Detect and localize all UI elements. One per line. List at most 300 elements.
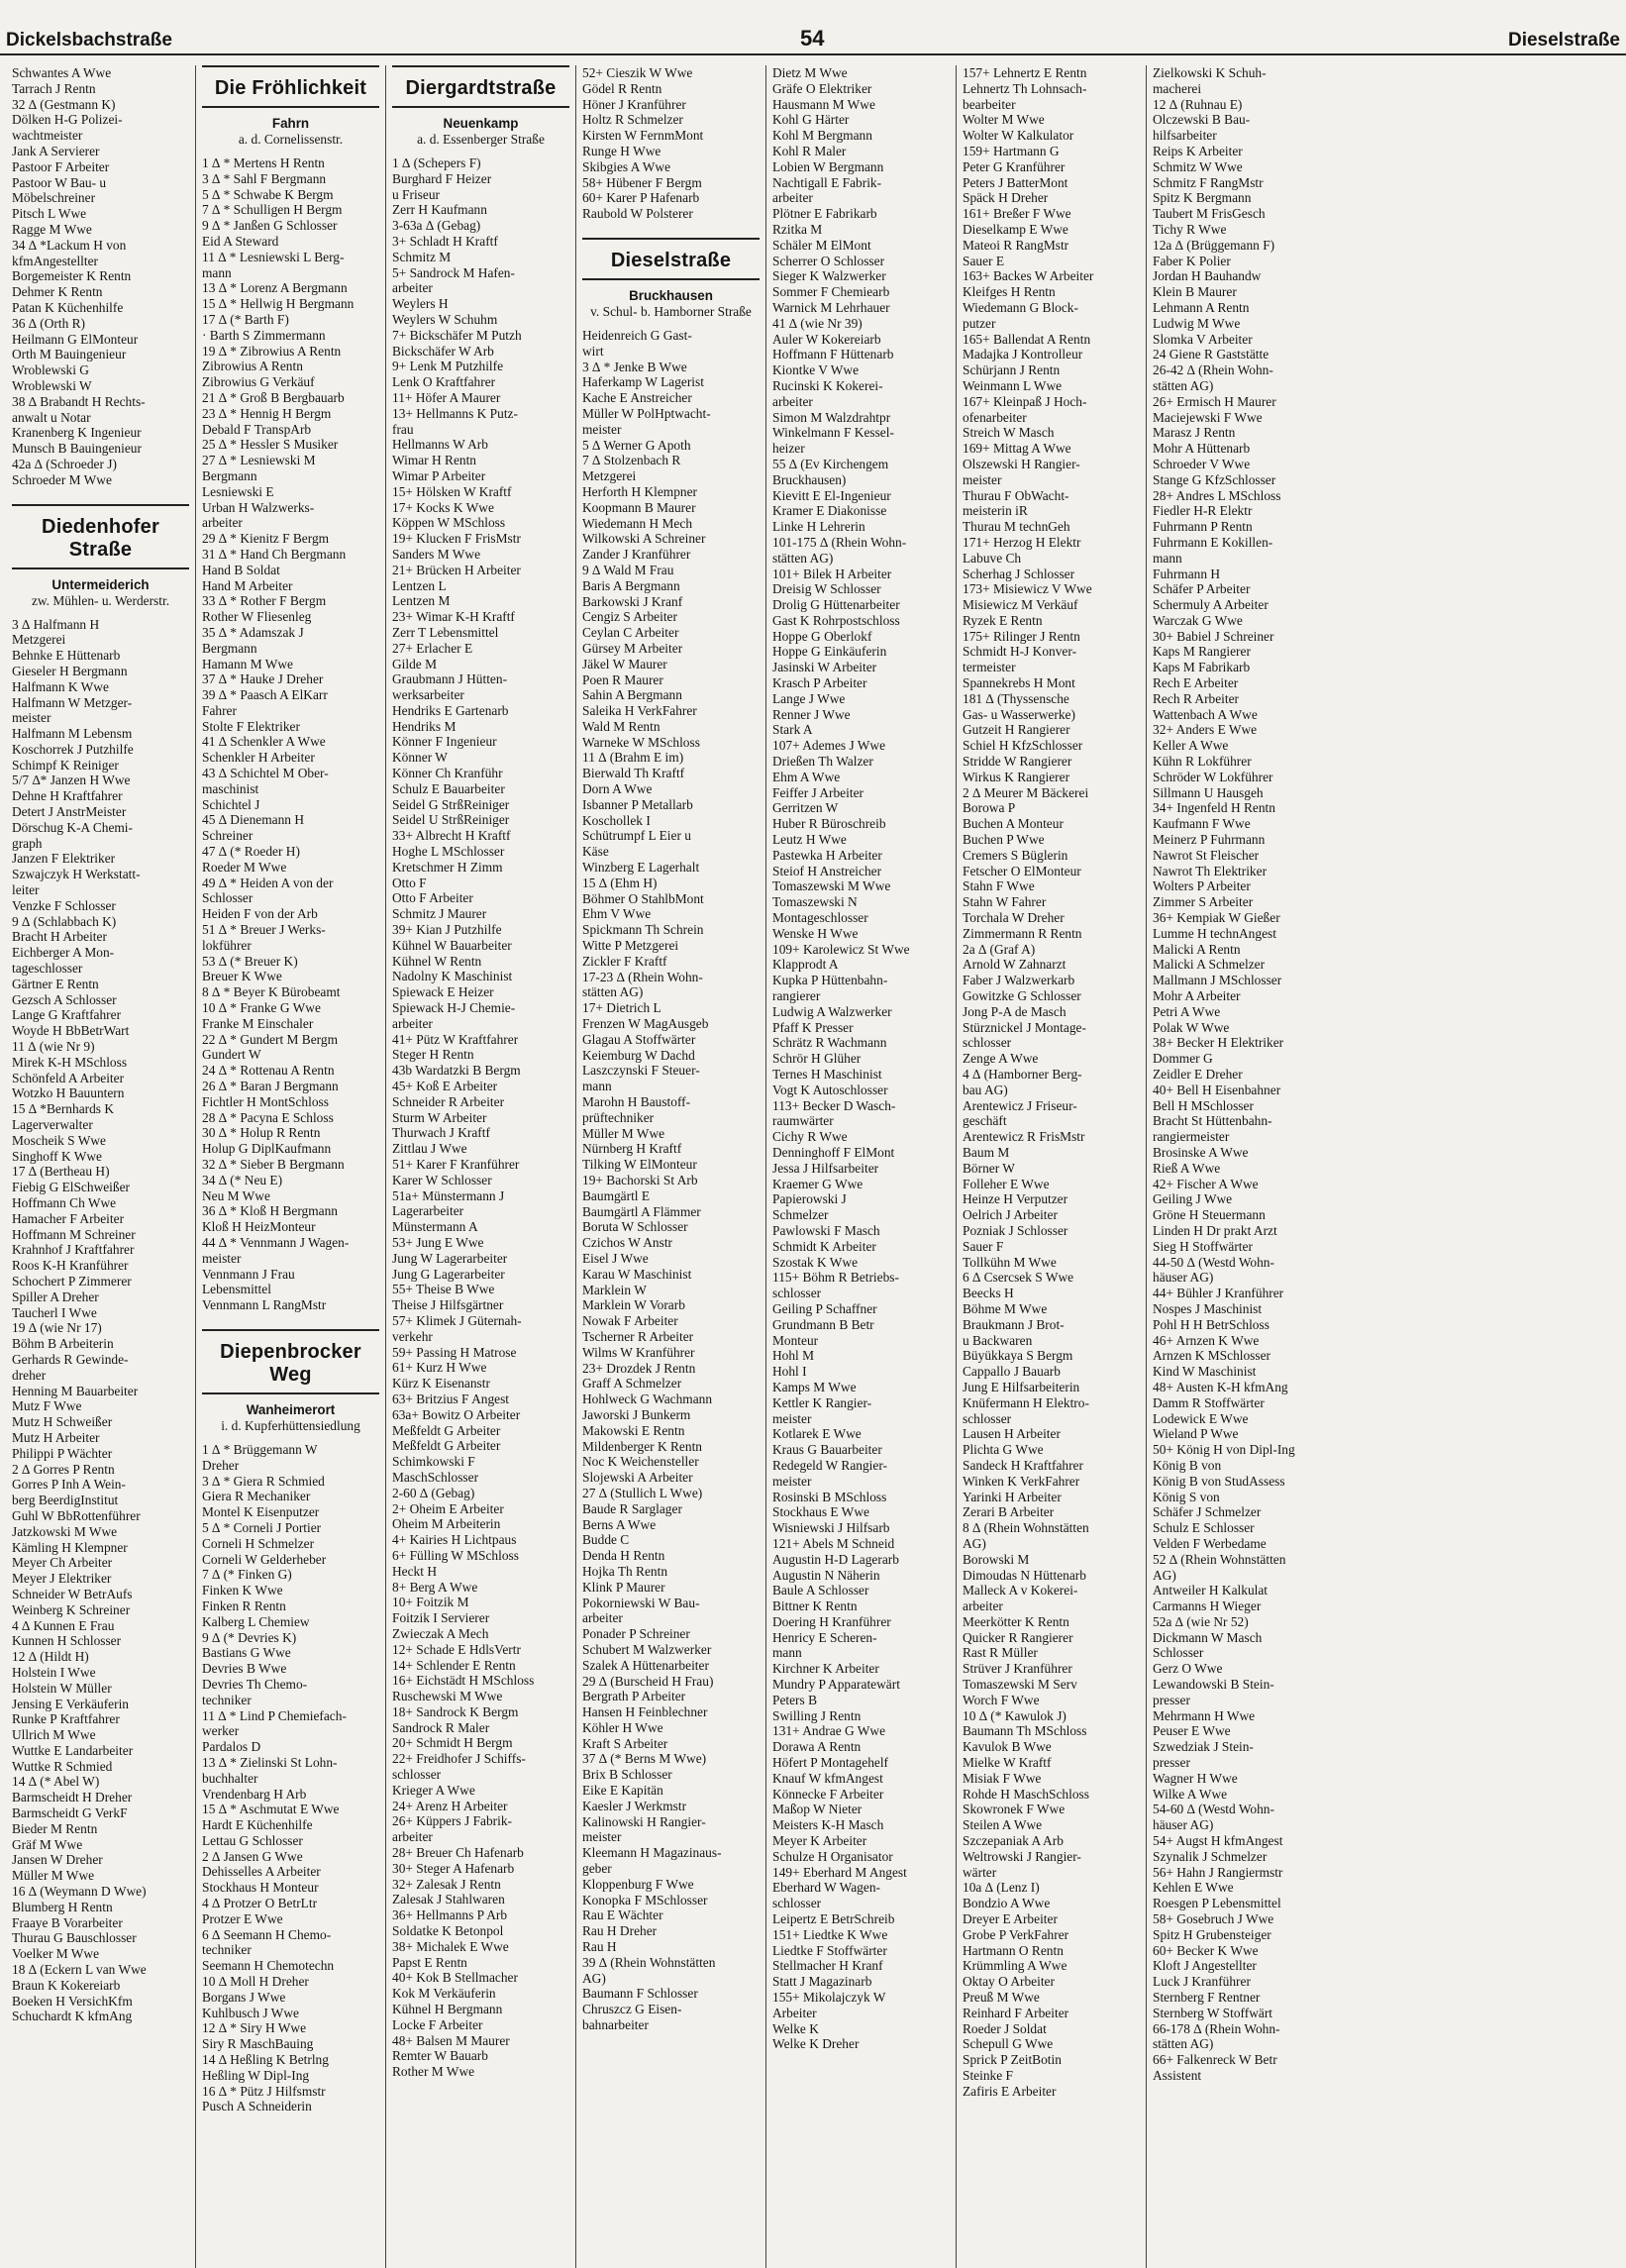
column-3 — [386, 65, 576, 2268]
directory-entry: Pitsch L Wwe — [12, 206, 87, 222]
directory-entry: Jordan H Bauhandw — [1153, 268, 1262, 284]
street-heading: Die Fröhlichkeit — [202, 77, 379, 108]
directory-entry: Slomka V Arbeiter — [1153, 331, 1253, 347]
directory-entry: 29 ∆ (Burscheid H Frau) — [582, 1673, 714, 1689]
directory-entry: Sillmann U Hausgeh — [1153, 784, 1264, 800]
directory-entry: Debald F TranspArb — [202, 421, 312, 437]
directory-entry: bau AG) — [963, 1082, 1008, 1097]
directory-entry: Kirchner K Arbeiter — [772, 1661, 879, 1677]
directory-entry: arbeiter — [772, 190, 813, 206]
directory-entry: Lesniewski E — [202, 483, 274, 499]
directory-entry: 17 ∆ (Bertheau H) — [12, 1164, 110, 1180]
directory-entry: Karer W Schlosser — [392, 1172, 492, 1187]
directory-entry: 21 ∆ * Groß B Bergbauarb — [202, 389, 345, 405]
directory-entry: Lagerverwalter — [12, 1117, 93, 1133]
directory-entry: Pastoor F Arbeiter — [12, 158, 110, 174]
directory-entry: Tichy R Wwe — [1153, 221, 1227, 237]
directory-entry: Oelrich J Arbeiter — [963, 1207, 1058, 1223]
directory-entry: Grundmann B Betr — [772, 1316, 874, 1332]
directory-entry: Maßop W Nieter — [772, 1802, 863, 1817]
directory-entry: Knüfermann H Elektro- — [963, 1394, 1089, 1410]
directory-entry: Sandeck H Kraftfahrer — [963, 1457, 1083, 1473]
street-heading: Dieselstraße — [582, 250, 760, 280]
directory-entry: 2+ Oheim E Arbeiter — [392, 1500, 504, 1516]
directory-entry: Kohl G Härter — [772, 112, 850, 128]
directory-entry: Peters J BatterMont — [963, 174, 1068, 190]
directory-entry: Tscherner R Arbeiter — [582, 1328, 694, 1344]
directory-entry: Thurau F ObWacht- — [963, 487, 1069, 503]
directory-entry: Wagner H Wwe — [1153, 1770, 1238, 1786]
directory-entry: Lewandowski B Stein- — [1153, 1677, 1274, 1693]
directory-entry: Denda H Rentn — [582, 1548, 665, 1564]
directory-entry: schlosser — [963, 1035, 1012, 1051]
directory-entry: 30+ Steger A Hafenarb — [392, 1860, 515, 1876]
street-section — [392, 65, 569, 2080]
directory-entry: Fuhrmann E Kokillen- — [1153, 534, 1273, 550]
column-2 — [196, 65, 386, 2268]
directory-entry: Wald M Rentn — [582, 718, 661, 734]
directory-entry: Schmidt K Arbeiter — [772, 1238, 876, 1254]
directory-entry: Meinerz P Fuhrmann — [1153, 832, 1266, 848]
directory-entry: Rau H — [582, 1939, 617, 1955]
directory-entry: Lausen H Arbeiter — [963, 1426, 1061, 1442]
directory-entry: tageschlosser — [12, 961, 83, 977]
directory-entry: 12a ∆ (Brüggemann F) — [1153, 237, 1275, 253]
directory-entry: Kievitt E El-Ingenieur — [772, 487, 891, 503]
directory-entry: Schlosser — [202, 890, 254, 906]
directory-entry: 32+ Anders E Wwe — [1153, 722, 1258, 738]
directory-entry: Ehm A Wwe — [772, 769, 841, 784]
directory-entry: Kuhlbusch J Wwe — [202, 2005, 299, 2020]
directory-entry: Mutz F Wwe — [12, 1398, 82, 1414]
directory-entry: kfmAngestellter — [12, 253, 99, 268]
directory-entry: Urban H Walzwerks- — [202, 499, 315, 515]
directory-entry: Ludwig A Walzwerker — [772, 1003, 892, 1019]
directory-entry: u Backwaren — [963, 1332, 1033, 1348]
directory-entry: 26+ Ermisch H Maurer — [1153, 393, 1276, 409]
directory-entry: Wimar P Arbeiter — [392, 467, 486, 483]
directory-entry: Tilking W ElMonteur — [582, 1157, 697, 1173]
directory-entry: Rieß A Wwe — [1153, 1160, 1221, 1176]
header-left-street: Dickelsbachstraße — [6, 30, 172, 51]
directory-entry: Mateoi R RangMstr — [963, 237, 1069, 253]
directory-entry: Sauer F — [963, 1238, 1004, 1254]
directory-entry: Tarrach J Rentn — [12, 80, 96, 96]
directory-entry: Denninghoff F ElMont — [772, 1144, 895, 1160]
street-heading: Diergardtstraße — [392, 77, 569, 108]
directory-entry: Gräfe O Elektriker — [772, 80, 872, 96]
directory-entry: Baumann F Schlosser — [582, 1986, 698, 2002]
directory-entry: Buchen A Monteur — [963, 816, 1064, 832]
directory-entry: 12+ Schade E HdlsVertr — [392, 1641, 521, 1657]
directory-entry: Eid A Steward — [202, 233, 279, 249]
directory-entry: 36 ∆ * Kloß H Bergmann — [202, 1203, 339, 1219]
directory-entry: Thurau M technGeh — [963, 519, 1070, 535]
entry-list — [202, 155, 379, 1313]
directory-entry: putzer — [963, 315, 996, 331]
directory-entry: 27 ∆ (Stullich L Wwe) — [582, 1485, 703, 1500]
directory-entry: Wimar H Rentn — [392, 453, 476, 468]
page-number: 54 — [800, 26, 825, 51]
directory-entry: schlosser — [772, 1896, 822, 1911]
directory-entry: 173+ Misiewicz V Wwe — [963, 581, 1092, 597]
directory-entry: Borgans J Wwe — [202, 1989, 286, 2005]
entry-list — [772, 65, 950, 2052]
directory-entry: 6+ Fülling W MSchloss — [392, 1547, 519, 1563]
directory-entry: Lodewick E Wwe — [1153, 1410, 1249, 1426]
directory-entry: AG) — [1153, 1567, 1176, 1583]
directory-entry: Lumme H technAngest — [1153, 925, 1276, 941]
directory-entry: Liedtke F Stoffwärter — [772, 1942, 887, 1958]
directory-entry: Szczepaniak A Arb — [963, 1833, 1064, 1849]
directory-entry: Holtz R Schmelzer — [582, 112, 683, 128]
directory-entry: Dreyer E Arbeiter — [963, 1911, 1058, 1927]
directory-entry: Hand M Arbeiter — [202, 577, 293, 593]
directory-entry: Kraus G Bauarbeiter — [772, 1442, 882, 1458]
directory-entry: Wolter W Kalkulator — [963, 128, 1074, 144]
directory-entry: Mallmann J MSchlosser — [1153, 973, 1282, 988]
directory-entry: meister — [582, 421, 622, 437]
directory-entry: Heckt H — [392, 1563, 437, 1579]
directory-entry: Halfmann M Lebensm — [12, 726, 133, 742]
directory-entry: Kupka P Hüttenbahn- — [772, 973, 888, 988]
directory-entry: 33+ Albrecht H Kraftf — [392, 828, 511, 844]
directory-entry: Zickler F Kraftf — [582, 953, 667, 969]
directory-entry: Zerr T Lebensmittel — [392, 624, 499, 640]
directory-entry: Ternes H Maschinist — [772, 1067, 882, 1082]
directory-entry: Schmidt H-J Konver- — [963, 644, 1077, 660]
directory-entry: Gerritzen W — [772, 800, 839, 816]
directory-entry: 3+ Schladt H Kraftf — [392, 233, 498, 249]
directory-entry: Brix B Schlosser — [582, 1767, 672, 1783]
directory-entry: Schulz E Bauarbeiter — [392, 780, 505, 796]
directory-entry: Gezsch A Schlosser — [12, 991, 117, 1007]
directory-entry: Zafiris E Arbeiter — [963, 2083, 1057, 2099]
directory-entry: 5 ∆ * Corneli J Portier — [202, 1519, 322, 1535]
directory-entry: presser — [1153, 1692, 1190, 1707]
directory-entry: Janzen F Elektriker — [12, 851, 116, 867]
directory-entry: Finken R Rentn — [202, 1598, 286, 1613]
directory-entry: Patan K Küchenhilfe — [12, 299, 124, 315]
directory-entry: Jessa J Hilfsarbeiter — [772, 1160, 879, 1176]
directory-entry: Gast K Rohrpostschloss — [772, 612, 900, 628]
directory-entry: Mutz H Arbeiter — [12, 1429, 100, 1445]
directory-entry: Geiling P Schaffner — [772, 1300, 877, 1316]
directory-entry: 131+ Andrae G Wwe — [772, 1723, 886, 1739]
directory-entry: Roeder M Wwe — [202, 859, 287, 875]
directory-entry: Zibrowius G Verkäuf — [202, 374, 315, 390]
directory-entry: arbeiter — [392, 280, 433, 296]
directory-entry: Konopka F MSchlosser — [582, 1892, 708, 1907]
directory-entry: 28+ Andres L MSchloss — [1153, 487, 1281, 503]
directory-entry: Wuttke R Schmied — [12, 1758, 113, 1774]
directory-entry: Kache E Anstreicher — [582, 390, 692, 406]
directory-entry: Heßling W Dipl-Ing — [202, 2067, 310, 2083]
directory-entry: Metzgerei — [12, 632, 66, 648]
directory-entry: Schönfeld A Arbeiter — [12, 1070, 125, 1085]
directory-entry: Schulze H Organisator — [772, 1848, 893, 1864]
directory-entry: 55+ Theise B Wwe — [392, 1282, 495, 1297]
directory-entry: Schmitz M — [392, 249, 452, 264]
directory-entry: arbeiter — [772, 393, 813, 409]
directory-entry: Fuhrmann H — [1153, 566, 1221, 581]
directory-entry: Bickschäfer W Arb — [392, 343, 494, 359]
directory-entry: 113+ Becker D Wasch- — [772, 1097, 896, 1113]
directory-entry: Slojewski A Arbeiter — [582, 1470, 693, 1486]
directory-entry: Dreher — [202, 1457, 240, 1473]
street-heading: Diedenhofer Straße — [12, 516, 189, 569]
directory-entry: Marklein W Vorarb — [582, 1297, 685, 1313]
directory-entry: Karau W Maschinist — [582, 1266, 692, 1282]
directory-entry: Klink P Maurer — [582, 1579, 665, 1595]
directory-entry: Foitzik I Servierer — [392, 1610, 490, 1626]
directory-entry: wärter — [963, 1864, 997, 1880]
directory-entry: Wattenbach A Wwe — [1153, 706, 1258, 722]
directory-entry: 24+ Arenz H Arbeiter — [392, 1798, 508, 1813]
directory-entry: Vrendenbarg H Arb — [202, 1786, 307, 1802]
directory-entry: Bergrath P Arbeiter — [582, 1689, 686, 1704]
directory-entry: 34 ∆ *Lackum H von — [12, 237, 127, 253]
directory-entry: Boeken H VersichKfm — [12, 1993, 133, 2009]
directory-entry: Bell H MSchlosser — [1153, 1097, 1254, 1113]
directory-entry: Dietz M Wwe — [772, 65, 848, 80]
directory-entry: Mehrmann H Wwe — [1153, 1707, 1256, 1723]
directory-entry: 25 ∆ * Hessler S Musiker — [202, 437, 339, 453]
directory-entry: 56+ Hahn J Rangiermstr — [1153, 1864, 1283, 1880]
entry-list — [963, 65, 1140, 2100]
directory-entry: Scherrer O Schlosser — [772, 253, 885, 268]
directory-entry: 4 ∆ Protzer O BetrLtr — [202, 1896, 318, 1911]
directory-entry: Fahrer — [202, 702, 237, 718]
directory-entry: Sternberg W Stoffwärt — [1153, 2005, 1272, 2020]
directory-entry: AG) — [963, 1535, 986, 1551]
directory-entry: Rohde H MaschSchloss — [963, 1786, 1089, 1802]
street-section — [582, 238, 760, 2033]
directory-entry: Worch F Wwe — [963, 1692, 1040, 1707]
directory-entry: Zielkowski K Schuh- — [1153, 65, 1267, 80]
directory-entry: Bruckhausen) — [772, 471, 847, 487]
directory-entry: Hojka Th Rentn — [582, 1563, 668, 1579]
directory-entry: Jung W Lagerarbeiter — [392, 1250, 508, 1266]
directory-entry: 14+ Schlender E Rentn — [392, 1657, 516, 1673]
directory-entry: 121+ Abels M Schneid — [772, 1535, 895, 1551]
directory-entry: Schmitz J Maurer — [392, 906, 487, 922]
directory-entry: Dölken H-G Polizei- — [12, 112, 123, 128]
directory-entry: Rau E Wächter — [582, 1907, 663, 1923]
directory-entry: Lettau G Schlosser — [202, 1832, 303, 1848]
directory-entry: Graff A Schmelzer — [582, 1376, 682, 1392]
directory-entry: Schrätz R Wachmann — [772, 1035, 887, 1051]
directory-entry: 151+ Liedtke K Wwe — [772, 1926, 888, 1942]
directory-entry: Weylers W Schuhm — [392, 311, 498, 327]
directory-entry: Velden F Werbedame — [1153, 1535, 1267, 1551]
directory-entry: Czichos W Anstr — [582, 1235, 673, 1251]
directory-entry: Wuttke E Landarbeiter — [12, 1742, 134, 1758]
directory-entry: Eisel J Wwe — [582, 1250, 649, 1266]
directory-entry: Taucherl I Wwe — [12, 1304, 97, 1320]
directory-entry: Schochert P Zimmerer — [12, 1273, 132, 1289]
directory-entry: 2 ∆ Gorres P Rentn — [12, 1461, 115, 1477]
directory-entry: Meyer K Arbeiter — [772, 1833, 867, 1849]
directory-entry: Baumgärtl A Flämmer — [582, 1203, 701, 1219]
directory-entry: Arentewicz J Friseur- — [963, 1097, 1077, 1113]
directory-entry: Späck H Dreher — [963, 190, 1049, 206]
directory-entry: Hoppe G Einkäuferin — [772, 644, 887, 660]
directory-entry: 37 ∆ * Hauke J Dreher — [202, 671, 324, 687]
street-section — [202, 65, 379, 1313]
directory-entry: Schröder W Lokführer — [1153, 769, 1273, 784]
column-7 — [1147, 65, 1337, 2268]
directory-entry: Dorawa A Rentn — [772, 1739, 862, 1755]
directory-entry: Faber J Walzwerkarb — [963, 973, 1075, 988]
directory-entry: Fraaye B Vorarbeiter — [12, 1914, 123, 1930]
directory-entry: Meisters K-H Masch — [772, 1817, 884, 1833]
directory-entry: 109+ Karolewicz St Wwe — [772, 941, 910, 957]
directory-entry: Zander J Kranführer — [582, 547, 691, 563]
directory-entry: Plötner E Fabrikarb — [772, 206, 877, 222]
directory-entry: Pokorniewski W Bau- — [582, 1595, 700, 1610]
directory-entry: 52 ∆ (Rhein Wohnstätten — [1153, 1551, 1286, 1567]
directory-entry: Lehnertz Th Lohnsach- — [963, 80, 1087, 96]
directory-entry: 22 ∆ * Gundert M Bergm — [202, 1031, 339, 1047]
directory-entry: Krahnhof J Kraftfahrer — [12, 1242, 135, 1258]
directory-entry: Neu M Wwe — [202, 1187, 270, 1203]
directory-entry: Spitz H Grubensteiger — [1153, 1926, 1271, 1942]
directory-entry: Peter G Kranführer — [963, 158, 1066, 174]
directory-entry: Devries Th Chemo- — [202, 1676, 308, 1692]
directory-entry: Bastians G Wwe — [202, 1645, 291, 1661]
directory-entry: Krasch P Arbeiter — [772, 675, 867, 691]
directory-entry: Nospes J Maschinist — [1153, 1300, 1263, 1316]
directory-entry: Baris A Bergmann — [582, 577, 680, 593]
directory-entry: Dommer G — [1153, 1051, 1213, 1067]
directory-entry: 54+ Augst H kfmAngest — [1153, 1833, 1283, 1849]
directory-entry: Kloft J Angestellter — [1153, 1958, 1257, 1974]
directory-entry: 8 ∆ (Rhein Wohnstätten — [963, 1520, 1089, 1536]
directory-entry: 11+ Höfer A Maurer — [392, 389, 501, 405]
directory-entry: Rother M Wwe — [392, 2064, 475, 2080]
directory-entry: 28+ Breuer Ch Hafenarb — [392, 1845, 524, 1861]
directory-entry: Hendriks M — [392, 718, 457, 734]
directory-entry: 13+ Hellmanns K Putz- — [392, 405, 518, 421]
directory-entry: Münstermann A — [392, 1219, 478, 1235]
directory-entry: 17 ∆ (* Barth F) — [202, 311, 289, 327]
directory-entry: 45+ Koß E Arbeiter — [392, 1079, 498, 1094]
directory-entry: Burghard F Heizer — [392, 170, 492, 186]
directory-entry: Kalinowski H Rangier- — [582, 1813, 706, 1829]
directory-entry: 43b Wardatzki B Bergm — [392, 1063, 521, 1079]
directory-entry: Bondzio A Wwe — [963, 1896, 1051, 1911]
directory-entry: Cengiz S Arbeiter — [582, 609, 677, 625]
directory-entry: Nürnberg H Kraftf — [582, 1141, 682, 1157]
directory-entry: Munsch B Bauingenieur — [12, 441, 142, 457]
directory-entry: stätten AG) — [582, 984, 644, 1000]
directory-entry: Augustin N Näherin — [772, 1567, 880, 1583]
directory-entry: Runge H Wwe — [582, 143, 661, 158]
directory-entry: Winken K VerkFahrer — [963, 1473, 1080, 1489]
directory-entry: wachtmeister — [12, 128, 83, 144]
directory-entry: Schepull G Wwe — [963, 2036, 1054, 2052]
directory-entry: Halfmann K Wwe — [12, 678, 109, 694]
directory-entry: Zittlau J Wwe — [392, 1141, 467, 1157]
directory-entry: Zeidler E Dreher — [1153, 1067, 1243, 1082]
column-1 — [6, 65, 196, 2268]
directory-entry: Wilke A Wwe — [1153, 1786, 1228, 1802]
directory-entry: Steilen A Wwe — [963, 1817, 1043, 1833]
district-name: Fahrn — [271, 116, 310, 131]
directory-entry: Höner J Kranführer — [582, 96, 686, 112]
directory-entry: geber — [582, 1861, 612, 1877]
directory-entry: Bittner K Rentn — [772, 1598, 858, 1614]
directory-entry: 36 ∆ (Orth R) — [12, 315, 86, 331]
directory-entry: 52+ Cieszik W Wwe — [582, 65, 693, 80]
directory-entry: Zimmermann R Rentn — [963, 925, 1082, 941]
directory-entry: Käse — [582, 844, 609, 860]
directory-entry: Knauf W kfmAngest — [772, 1770, 883, 1786]
directory-entry: Dieselkamp E Wwe — [963, 221, 1068, 237]
directory-entry: Zenge A Wwe — [963, 1051, 1039, 1067]
directory-entry: Eberhard W Wagen- — [772, 1880, 880, 1896]
directory-entry: Krieger A Wwe — [392, 1782, 475, 1798]
directory-entry: Buchen P Wwe — [963, 832, 1045, 848]
directory-entry: Herforth H Klempner — [582, 483, 698, 499]
directory-entry: Giera R Mechaniker — [202, 1489, 311, 1504]
directory-entry: Hoghe L MSchlosser — [392, 844, 505, 860]
directory-entry: Spiewack H-J Chemie- — [392, 1000, 516, 1016]
directory-entry: 5/7 ∆* Janzen H Wwe — [12, 773, 131, 788]
entry-list — [582, 65, 760, 222]
directory-entry: Jaworski J Bunkerm — [582, 1406, 691, 1422]
directory-entry: Jasinski W Arbeiter — [772, 660, 877, 675]
directory-entry: Mirek K-H MSchloss — [12, 1054, 128, 1070]
directory-entry: Otto F Arbeiter — [392, 890, 473, 906]
column-5 — [766, 65, 957, 2268]
directory-entry: Gerhards R Gewinde- — [12, 1351, 129, 1367]
directory-entry: Faber K Polier — [1153, 253, 1231, 268]
directory-entry: Mundry P Apparatewärt — [772, 1677, 900, 1693]
directory-entry: stätten AG) — [1153, 377, 1214, 393]
directory-entry: 4 ∆ (Hamborner Berg- — [963, 1067, 1082, 1082]
directory-entry: Spannekrebs H Mont — [963, 675, 1075, 691]
directory-entry: Lange J Wwe — [772, 690, 846, 706]
directory-entry: Möbelschreiner — [12, 190, 96, 206]
directory-entry: Peuser E Wwe — [1153, 1723, 1231, 1739]
directory-entry: Kloppenburg F Wwe — [582, 1876, 694, 1892]
directory-entry: Stockhaus E Wwe — [772, 1504, 869, 1520]
directory-entry: Marasz J Rentn — [1153, 425, 1236, 441]
directory-entry: Frenzen W MagAusgeb — [582, 1016, 709, 1032]
directory-entry: Baum M — [963, 1144, 1010, 1160]
directory-entry: Braun K Kokereiarb — [12, 1977, 121, 1993]
street-location-note: a. d. Cornelissenstr. — [238, 132, 344, 147]
directory-entry: Eichberger A Mon- — [12, 945, 115, 961]
directory-entry: 51 ∆ * Breuer J Werks- — [202, 922, 326, 938]
directory-entry: Nawrot St Fleischer — [1153, 847, 1260, 863]
directory-entry: stätten AG) — [1153, 2036, 1214, 2052]
directory-entry: 11 ∆ * Lesniewski L Berg- — [202, 249, 345, 264]
directory-entry: Lentzen M — [392, 593, 451, 609]
directory-entry: Kaesler J Werkmstr — [582, 1798, 687, 1813]
directory-entry: Beecks H — [963, 1286, 1014, 1301]
directory-entry: Halfmann W Metzger- — [12, 694, 133, 710]
directory-entry: 6 ∆ Csercsek S Wwe — [963, 1270, 1074, 1286]
directory-entry: werksarbeiter — [392, 687, 464, 703]
directory-entry: Dehmer K Rentn — [12, 284, 103, 300]
directory-entry: Kiontke V Wwe — [772, 362, 860, 378]
directory-entry: Nachtigall E Fabrik- — [772, 174, 882, 190]
directory-entry: 2-60 ∆ (Gebag) — [392, 1485, 475, 1500]
directory-entry: 9+ Lenk M Putzhilfe — [392, 359, 504, 374]
